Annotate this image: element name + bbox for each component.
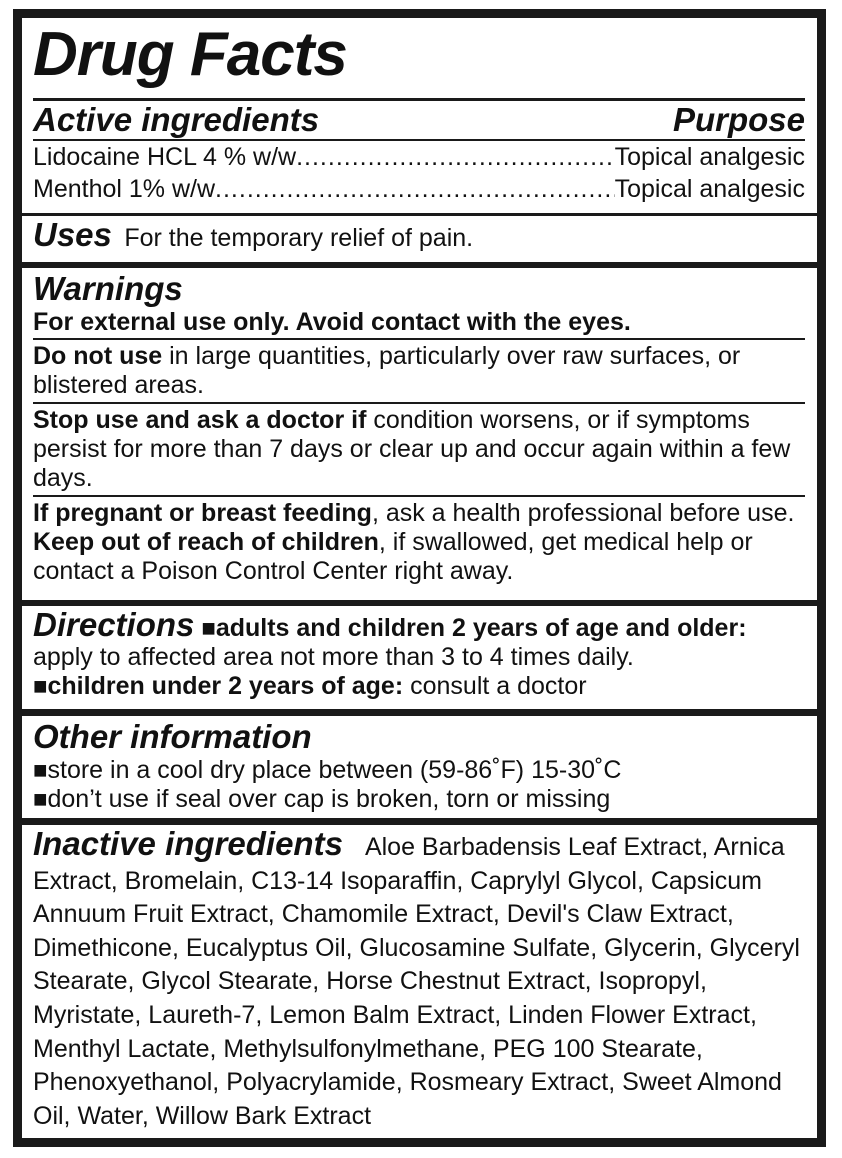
other-item-text: store in a cool dry place between (59-86˚F) 15-30˚C — [47, 756, 622, 784]
external-use-warning: For external use only. Avoid contact with the eyes. — [33, 308, 631, 336]
stop-use-text: condition worsens, or if symptoms persist for more than 7 days or clear up and occur again within a few days. — [33, 406, 791, 492]
directions-adults — [33, 606, 805, 672]
active-ingredients-section — [22, 18, 817, 213]
children-label: children under 2 years of age: — [47, 672, 404, 700]
other-item-text: don’t use if seal over cap is broken, torn or missing — [47, 785, 611, 813]
warnings-heading: Warnings — [33, 270, 183, 307]
do-not-use-label: Do not use — [33, 342, 163, 370]
stop-use-label: Stop use and ask a doctor if — [33, 406, 367, 434]
active-header-row — [33, 101, 805, 139]
inactive-ingredients-list: Aloe Barbadensis Leaf Extract, Arnica Extract, Bromelain, C13-14 Isoparaffin, Caprylyl Glycol, Capsicum Annuum Fruit Extract, Chamomile Extract, Devil's Claw Extract, Dimethicone, Eucalyptus Oil, Glucosamine Sulfate, Glycerin, Glyceryl Stearate, Glycol Stearate, Horse Chestnut Extract, Isopropyl, Myristate, Laureth-7, Lemon Balm Extract, Linden Flower Extract, Menthyl Lactate, Methylsulfonylmethane, PEG 100 Stearate, Phenoxyethanol, Polyacrylamide, Rosmeary Extract, Sweet Almond Oil, Water, Willow Bark Extract — [33, 833, 800, 1130]
leader-dots — [296, 141, 615, 173]
bullet-square: ■ — [201, 615, 216, 642]
other-item — [33, 756, 805, 785]
directions-children — [33, 672, 805, 701]
purpose-heading: Purpose — [672, 101, 805, 138]
other-heading: Other information — [33, 718, 312, 755]
do-not-use-warning — [33, 342, 805, 400]
divider — [33, 495, 805, 497]
active-item-purpose: Topical analgesic — [614, 143, 805, 171]
directions-section — [22, 606, 817, 709]
keep-out-text: , if swallowed, get medical help or contact a Poison Control Center right away. — [33, 528, 753, 585]
bullet-square: ■ — [33, 757, 48, 784]
inactive-heading: Inactive ingredients — [33, 825, 343, 862]
uses-heading: Uses — [33, 216, 112, 253]
divider — [33, 338, 805, 340]
warnings-section — [22, 268, 817, 600]
other-information-section — [22, 716, 817, 818]
drug-facts-panel — [13, 9, 826, 1147]
divider — [33, 402, 805, 404]
inactive-ingredients-paragraph — [33, 825, 811, 1133]
active-item-name: Menthol 1% w/w — [33, 175, 216, 203]
directions-heading: Directions — [33, 606, 195, 643]
bullet-square: ■ — [33, 786, 48, 813]
pregnancy-warning — [33, 499, 805, 586]
active-item-name: Lidocaine HCL 4 % w/w — [33, 143, 297, 171]
active-item-purpose: Topical analgesic — [614, 175, 805, 203]
uses-section — [22, 216, 817, 262]
keep-out-label: Keep out of reach of children — [33, 528, 379, 556]
pregnant-label: If pregnant or breast feeding — [33, 499, 372, 527]
pregnant-text: , ask a health professional before use. — [371, 499, 795, 527]
leader-dots — [215, 173, 615, 205]
page-title: Drug Facts — [33, 20, 347, 89]
active-item — [33, 173, 805, 205]
stop-use-warning — [33, 406, 805, 493]
do-not-use-text: in large quantities, particularly over raw surfaces, or blistered areas. — [33, 342, 741, 399]
active-heading: Active ingredients — [33, 101, 320, 138]
active-item — [33, 141, 805, 173]
adults-label: adults and children 2 years of age and older: — [215, 614, 747, 642]
bullet-square: ■ — [33, 673, 48, 700]
other-item — [33, 785, 805, 814]
children-text: consult a doctor — [403, 672, 587, 700]
uses-text: For the temporary relief of pain. — [124, 224, 474, 252]
adults-text: apply to affected area not more than 3 to 4 times daily. — [33, 643, 634, 671]
inactive-ingredients-section — [22, 825, 817, 1138]
